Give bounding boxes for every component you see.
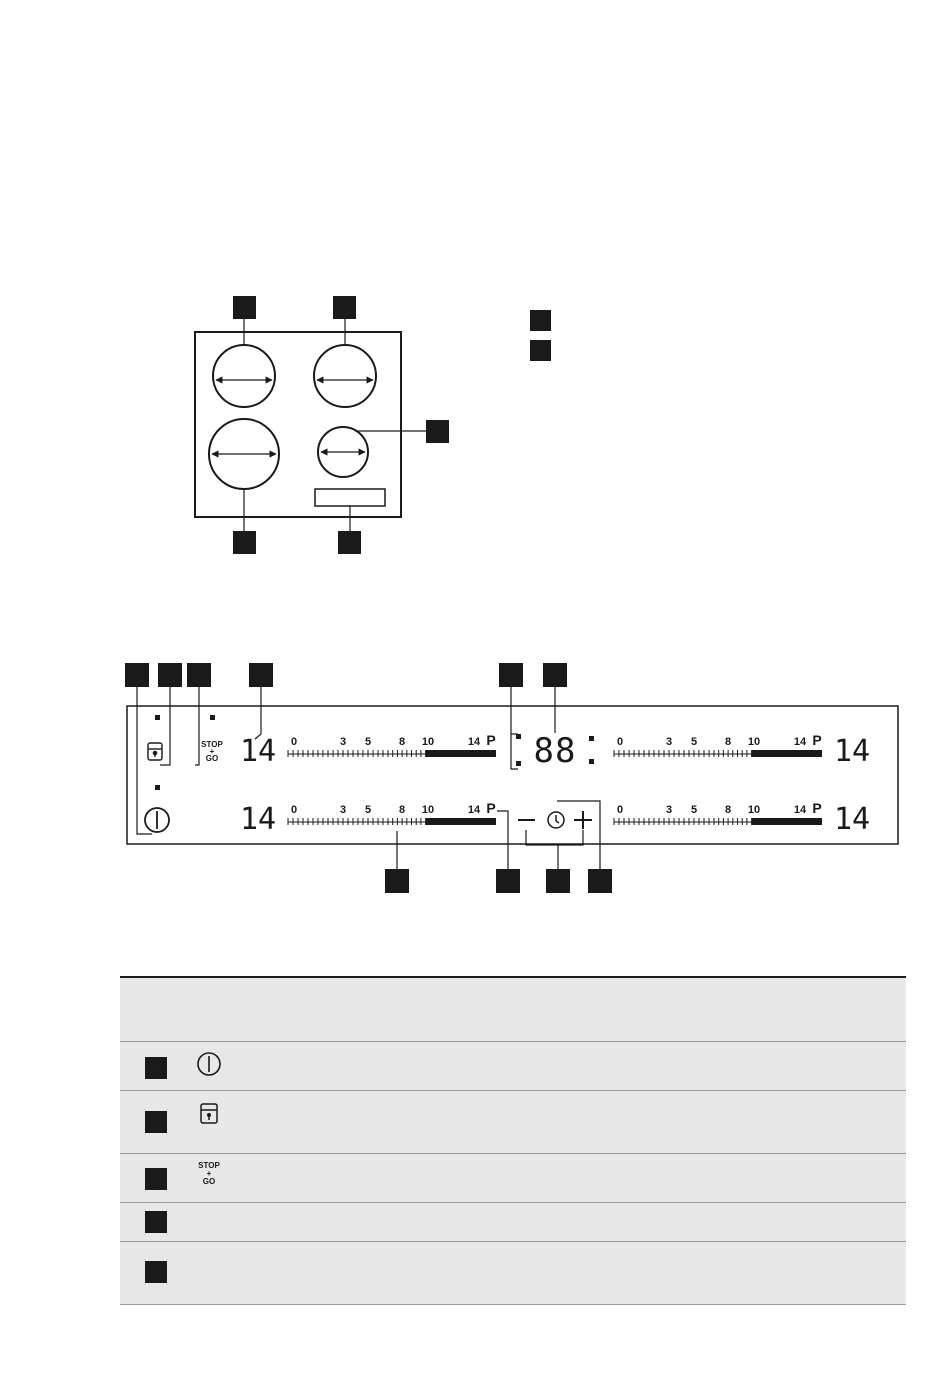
slider-scale-label: P — [486, 800, 496, 816]
slider-scale-label: 8 — [724, 804, 732, 816]
slider-scale-label: 5 — [364, 804, 372, 816]
cooking-zone-rear-right — [314, 345, 376, 407]
hob-outline-svg — [0, 0, 950, 600]
slider-scale-label: 5 — [364, 736, 372, 748]
stop-go-line3: GO — [202, 1177, 216, 1186]
slider-front-right[interactable] — [614, 800, 870, 837]
power-level-display: 14 — [239, 802, 277, 837]
table-row — [120, 1154, 906, 1203]
row-number-box — [145, 1057, 167, 1079]
slider-rear-right[interactable] — [614, 732, 870, 769]
slider-scale-label: 0 — [290, 736, 298, 748]
stop-go-indicator-led — [210, 715, 215, 720]
slider-scale-label: 10 — [747, 804, 761, 816]
cooking-zone-front-right — [318, 427, 368, 477]
slider-scale-label: 14 — [793, 804, 807, 816]
row-number-box — [145, 1261, 167, 1283]
slider-scale-label: 3 — [665, 736, 673, 748]
slider-scale-label: 0 — [616, 736, 624, 748]
slider-scale-label: P — [812, 732, 822, 748]
slider-max-band — [752, 818, 822, 825]
stop-go-icon — [201, 740, 223, 763]
power-level-display: 14 — [833, 802, 871, 837]
slider-front-left[interactable] — [240, 800, 496, 837]
slider-scale-label: P — [812, 800, 822, 816]
table-header-row — [120, 978, 906, 1042]
stop-go-line2: + — [209, 747, 215, 756]
timer-clock-icon — [548, 812, 564, 828]
control-panel-outline — [315, 489, 385, 506]
lock-icon — [148, 743, 162, 760]
table-row — [120, 1203, 906, 1242]
timer-display: 88 — [533, 731, 577, 771]
slider-scale-label: 3 — [339, 804, 347, 816]
slider-max-band — [426, 750, 496, 757]
slider-scale-label: 14 — [467, 804, 481, 816]
slider-scale-label: 10 — [747, 736, 761, 748]
slider-scale-label: 8 — [398, 736, 406, 748]
slider-rear-left[interactable] — [240, 732, 496, 769]
slider-scale-label: 3 — [339, 736, 347, 748]
slider-scale-label: 10 — [421, 804, 435, 816]
table-row — [120, 1042, 906, 1091]
slider-max-band — [752, 750, 822, 757]
plus-icon — [574, 811, 592, 829]
slider-scale-label: 0 — [290, 804, 298, 816]
lock-indicator-led — [155, 715, 160, 720]
slider-scale-label: 8 — [398, 804, 406, 816]
table-row — [120, 1242, 906, 1305]
slider-scale-label: 14 — [467, 736, 481, 748]
row-number-box — [145, 1168, 167, 1190]
slider-scale-label: 8 — [724, 736, 732, 748]
row-number-box — [145, 1211, 167, 1233]
stop-go-icon — [196, 1162, 222, 1186]
slider-scale-label: 14 — [793, 736, 807, 748]
slider-scale-label: 5 — [690, 736, 698, 748]
row-number-box — [145, 1111, 167, 1133]
power-level-display: 14 — [239, 734, 277, 769]
slider-max-band — [426, 818, 496, 825]
cooking-zone-front-left — [209, 419, 279, 489]
cooking-zone-rear-left — [213, 345, 275, 407]
lock-icon — [196, 1101, 222, 1127]
power-level-display: 14 — [833, 734, 871, 769]
slider-scale-label: 0 — [616, 804, 624, 816]
stop-go-line3: GO — [205, 754, 219, 763]
table-row — [120, 1091, 906, 1154]
power-icon — [196, 1051, 222, 1077]
power-icon — [145, 808, 169, 832]
control-panel-svg — [0, 650, 950, 900]
stop-go-line2: + — [206, 1169, 212, 1178]
slider-scale-label: 10 — [421, 736, 435, 748]
slider-scale-label: 5 — [690, 804, 698, 816]
stop-go-line1: STOP — [201, 740, 223, 749]
power-indicator-led — [155, 785, 160, 790]
slider-scale-label: P — [486, 732, 496, 748]
stop-go-line1: STOP — [198, 1161, 220, 1170]
slider-scale-label: 3 — [665, 804, 673, 816]
